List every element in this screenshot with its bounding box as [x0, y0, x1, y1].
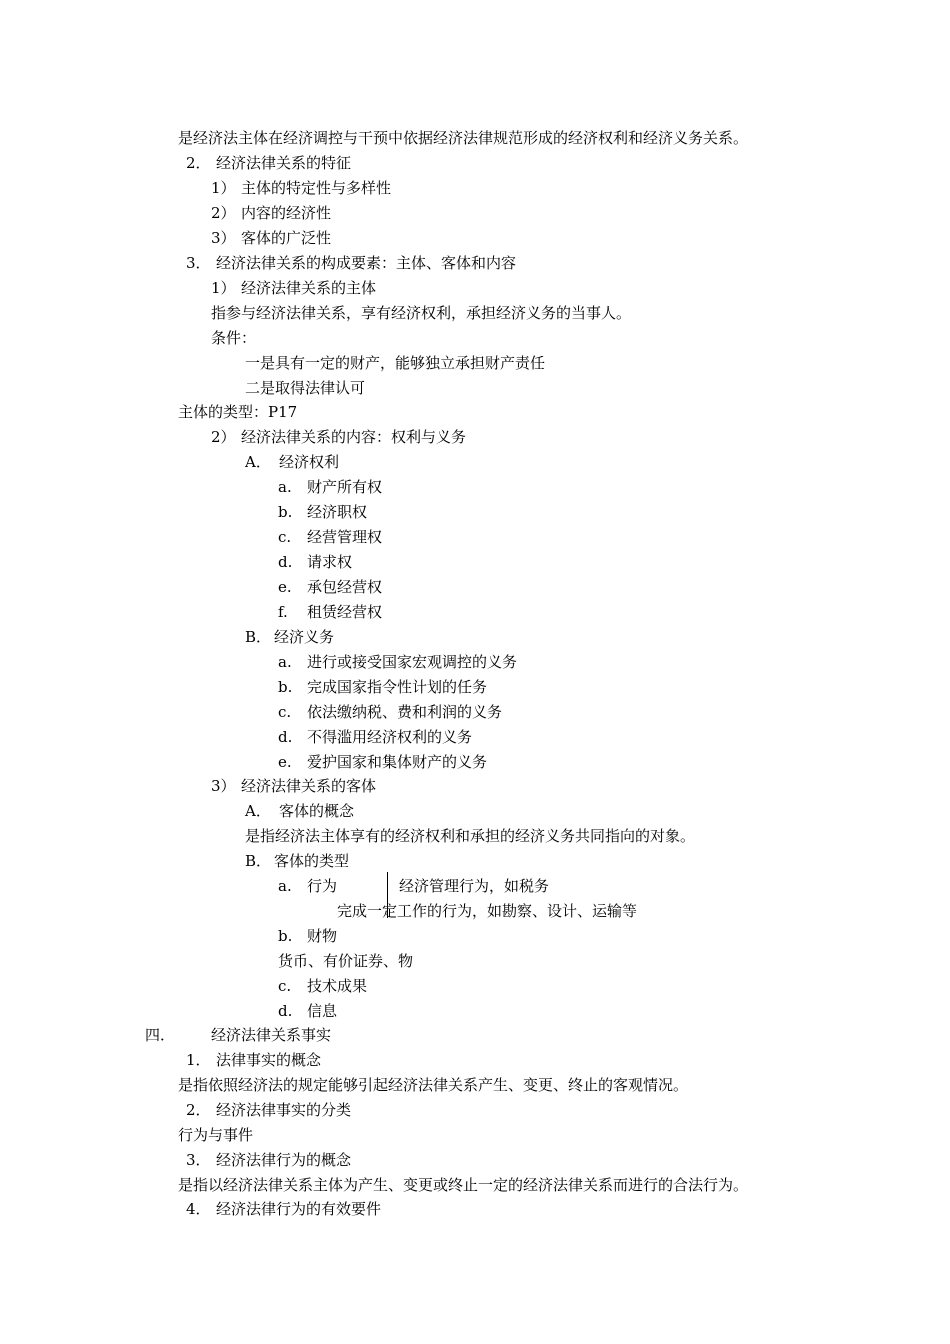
list-item-label: 爱护国家和集体财产的义务: [307, 753, 488, 771]
list-item-label: 主体的特定性与多样性: [241, 179, 392, 197]
list-item-label: 法律事实的概念: [216, 1051, 322, 1069]
paragraph-text: 指参与经济法律关系，享有经济权利，承担经济义务的当事人。: [211, 304, 632, 322]
list-item-label: 经济法律行为的概念: [216, 1151, 352, 1169]
list-item-label: 经济法律关系的客体: [241, 777, 377, 795]
list-item-label: 客体的广泛性: [241, 229, 332, 247]
list-item-label: 经营管理权: [307, 528, 383, 546]
list-item: [245, 627, 334, 647]
list-item-label: 经济法律关系的构成要素：主体、客体和内容: [216, 254, 517, 272]
list-marker: 3）: [211, 229, 236, 247]
list-item: [278, 602, 382, 622]
list-item: [278, 702, 502, 722]
paragraph-text: 一是具有一定的财产，能够独立承担财产责任: [245, 354, 546, 372]
list-item-label: 进行或接受国家宏观调控的义务: [307, 653, 518, 671]
list-marker: d.: [278, 728, 293, 746]
list-item-label: 财物: [307, 927, 338, 945]
list-marker: 2．: [186, 154, 211, 172]
list-item-label: 经济法律关系的特征: [216, 154, 352, 172]
list-item: [278, 502, 367, 522]
list-item: [278, 752, 487, 772]
list-marker: B．: [245, 852, 272, 870]
list-marker: 4．: [186, 1200, 211, 1218]
list-marker: 2）: [211, 204, 236, 222]
list-item-label: 经济法律关系的内容：权利与义务: [241, 428, 467, 446]
list-item: [278, 677, 487, 697]
list-marker: 2．: [186, 1101, 211, 1119]
list-item: [278, 477, 382, 497]
list-item: [278, 976, 367, 996]
list-item: [211, 278, 376, 298]
list-item: [211, 427, 466, 447]
paragraph-text: 行为与事件: [178, 1126, 254, 1144]
heading-2: [186, 153, 351, 173]
list-marker: 1）: [211, 279, 236, 297]
list-item-label: 承包经营权: [307, 578, 383, 596]
list-marker: 2）: [211, 428, 236, 446]
paragraph-text: 货币、有价证券、物: [278, 952, 414, 970]
list-item: [186, 1100, 351, 1120]
list-marker: e.: [278, 578, 292, 596]
list-item: [278, 1001, 337, 1021]
list-item: [278, 577, 382, 597]
list-marker: d.: [278, 1002, 293, 1020]
list-item: [278, 876, 337, 896]
list-item-label: 信息: [307, 1002, 338, 1020]
list-item: [245, 452, 339, 472]
list-marker: a.: [278, 877, 292, 895]
list-marker: f.: [278, 603, 288, 621]
list-item: [211, 776, 376, 796]
list-item-label: 内容的经济性: [241, 204, 332, 222]
list-marker: b.: [278, 503, 293, 521]
list-marker: b.: [278, 927, 293, 945]
list-marker: d.: [278, 553, 293, 571]
list-marker: 1．: [186, 1051, 211, 1069]
list-marker: c.: [278, 703, 292, 721]
list-marker: 3．: [186, 1151, 211, 1169]
list-item: [278, 552, 352, 572]
list-marker: 四．: [145, 1026, 176, 1044]
list-marker: c.: [278, 977, 292, 995]
list-item: [211, 228, 331, 248]
paragraph-text: 完成一定工作的行为，如勘察、设计、运输等: [337, 902, 638, 920]
list-marker: B．: [245, 628, 272, 646]
list-item: [211, 178, 391, 198]
list-item-label: 依法缴纳税、费和利润的义务: [307, 703, 503, 721]
list-marker: a.: [278, 653, 292, 671]
list-item-label: 经济权利: [279, 453, 340, 471]
paragraph-text: 是指以经济法律关系主体为产生、变更或终止一定的经济法律关系而进行的合法行为。: [178, 1176, 749, 1194]
list-item-label: 完成国家指令性计划的任务: [307, 678, 488, 696]
paragraph-text: 是指依照经济法的规定能够引起经济法律关系产生、变更、终止的客观情况。: [178, 1076, 689, 1094]
section-heading: [145, 1025, 331, 1045]
list-item: [278, 652, 517, 672]
list-item: [186, 1199, 381, 1219]
heading-3: [186, 253, 516, 273]
list-marker: A．: [245, 453, 271, 471]
list-item-label: 技术成果: [307, 977, 368, 995]
list-marker: e.: [278, 753, 292, 771]
list-item-label: 财产所有权: [307, 478, 383, 496]
list-item-label: 不得滥用经济权利的义务: [307, 728, 473, 746]
list-item-label: 客体的类型: [274, 852, 350, 870]
list-marker: A．: [245, 802, 271, 820]
list-marker: a.: [278, 478, 292, 496]
list-item-label: 客体的概念: [279, 802, 355, 820]
list-marker: 3）: [211, 777, 236, 795]
list-item-label: 租赁经营权: [307, 603, 383, 621]
list-item: [278, 527, 382, 547]
paragraph-text: 经济管理行为，如税务: [399, 877, 550, 895]
paragraph-text: 是经济法主体在经济调控与干预中依据经济法律规范形成的经济权利和经济义务关系。: [178, 129, 749, 147]
list-item: [245, 801, 354, 821]
list-marker: 1）: [211, 179, 236, 197]
list-item: [211, 203, 331, 223]
paragraph-text: 二是取得法律认可: [245, 379, 366, 397]
list-item-label: 经济法律行为的有效要件: [216, 1200, 382, 1218]
list-item: [245, 851, 349, 871]
list-item-label: 经济法律关系事实: [211, 1026, 332, 1044]
list-item: [278, 727, 472, 747]
list-item-label: 行为: [307, 877, 338, 895]
list-item: [186, 1050, 321, 1070]
paragraph-text: 条件：: [211, 329, 257, 347]
list-item-label: 经济法律事实的分类: [216, 1101, 352, 1119]
paragraph-text: 是指经济法主体享有的经济权利和承担的经济义务共同指向的对象。: [245, 827, 696, 845]
list-item: [186, 1150, 351, 1170]
list-marker: b.: [278, 678, 293, 696]
list-marker: 3．: [186, 254, 211, 272]
list-item-label: 请求权: [307, 553, 353, 571]
list-item-label: 经济职权: [307, 503, 368, 521]
list-marker: c.: [278, 528, 292, 546]
list-item: [278, 926, 337, 946]
paragraph-text: 主体的类型：P17: [178, 403, 298, 421]
list-item-label: 经济法律关系的主体: [241, 279, 377, 297]
list-item-label: 经济义务: [274, 628, 335, 646]
